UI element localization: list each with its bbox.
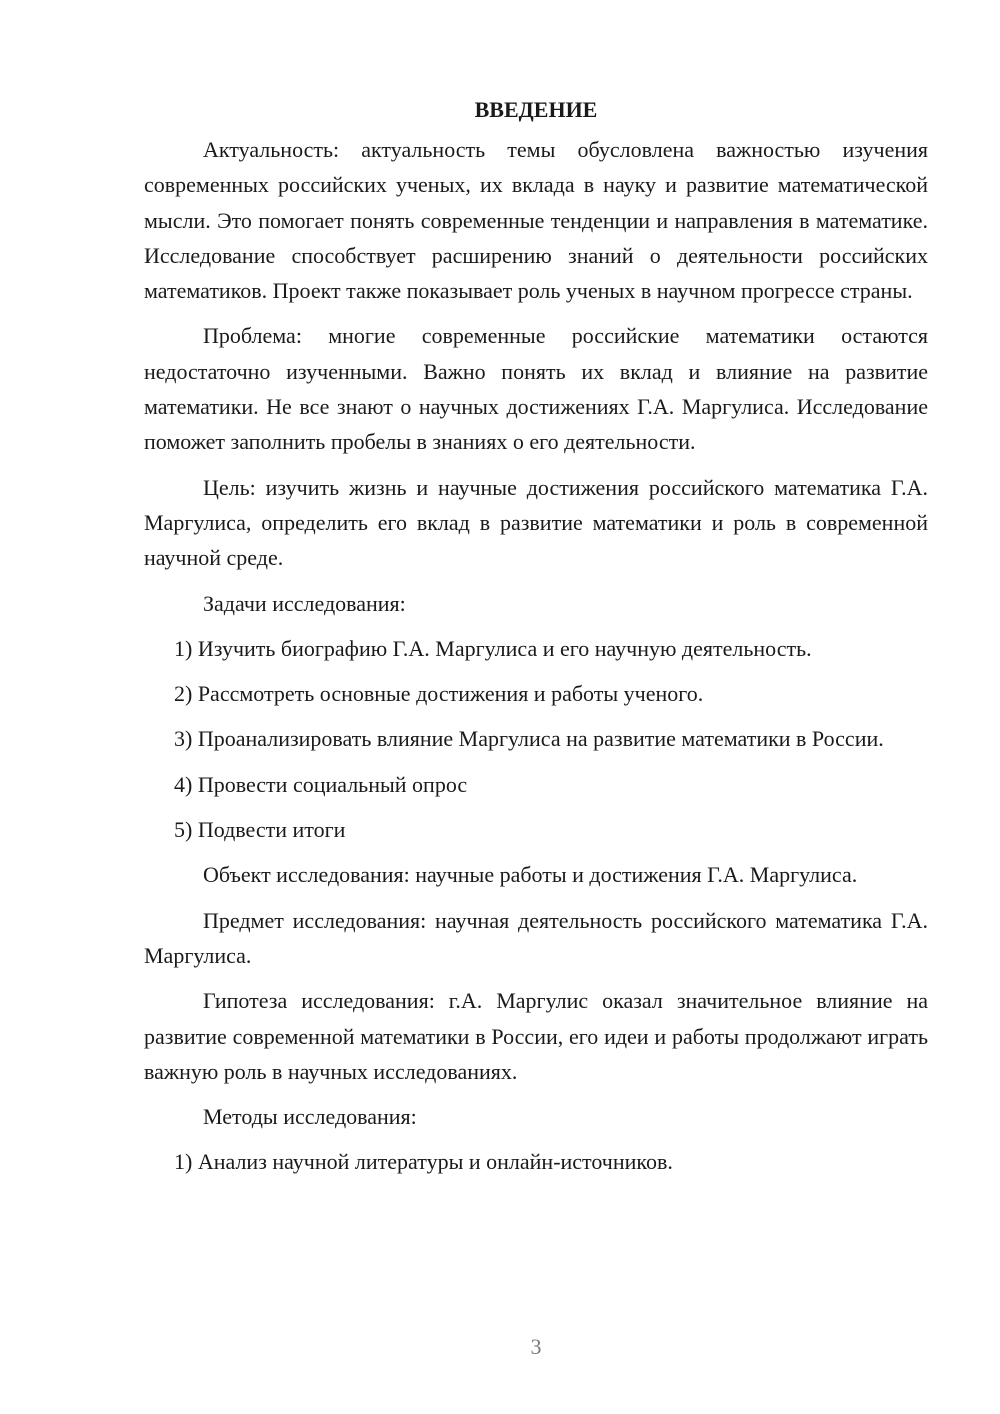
method-item: 1) Анализ научной литературы и онлайн-источников. bbox=[174, 1149, 673, 1175]
page-number: 3 bbox=[530, 1334, 542, 1359]
relevance-paragraph: Актуальность: актуальность темы обусловлена важностью изучения современных российских ученых, их вклада в науку и развитие математической мысли. Это помогает понять современные тенденции и направления в математике. Исследование способствует расширению знаний о деятельности российских математиков. Проект также показывает роль ученых в научном прогрессе страны. bbox=[144, 137, 928, 304]
goal-paragraph: Цель: изучить жизнь и научные достижения российского математика Г.А. Маргулиса, определить его вклад в развитие математики и роль в современной научной среде. bbox=[144, 474, 928, 571]
task-item: 3) Проанализировать влияние Маргулиса на развитие математики в России. bbox=[174, 726, 884, 752]
object-paragraph: Объект исследования: научные работы и достижения Г.А. Маргулиса. bbox=[203, 862, 858, 888]
methods-heading: Методы исследования: bbox=[203, 1104, 417, 1130]
subject-paragraph: Предмет исследования: научная деятельность российского математика Г.А. Маргулиса. bbox=[144, 907, 928, 968]
task-item: 1) Изучить биографию Г.А. Маргулиса и его научную деятельность. bbox=[174, 635, 812, 661]
task-item: 5) Подвести итоги bbox=[174, 817, 346, 843]
section-title: ВВЕДЕНИЕ bbox=[474, 97, 598, 122]
task-item: 4) Провести социальный опрос bbox=[174, 771, 468, 797]
hypothesis-paragraph: Гипотеза исследования: г.А. Маргулис оказал значительное влияние на развитие современной математики в России, его идеи и работы продолжают играть важную роль в научных исследованиях. bbox=[144, 988, 928, 1084]
document-page bbox=[144, 92, 928, 1190]
task-item: 2) Рассмотреть основные достижения и работы ученого. bbox=[174, 681, 704, 707]
tasks-heading: Задачи исследования: bbox=[203, 590, 406, 616]
problem-paragraph: Проблема: многие современные российские математики остаются недостаточно изученными. Важно понять их вклад и влияние на развитие математики. Не все знают о научных достижениях Г.А. Маргулиса. Исследование поможет заполнить пробелы в знаниях о его деятельности. bbox=[144, 323, 928, 455]
